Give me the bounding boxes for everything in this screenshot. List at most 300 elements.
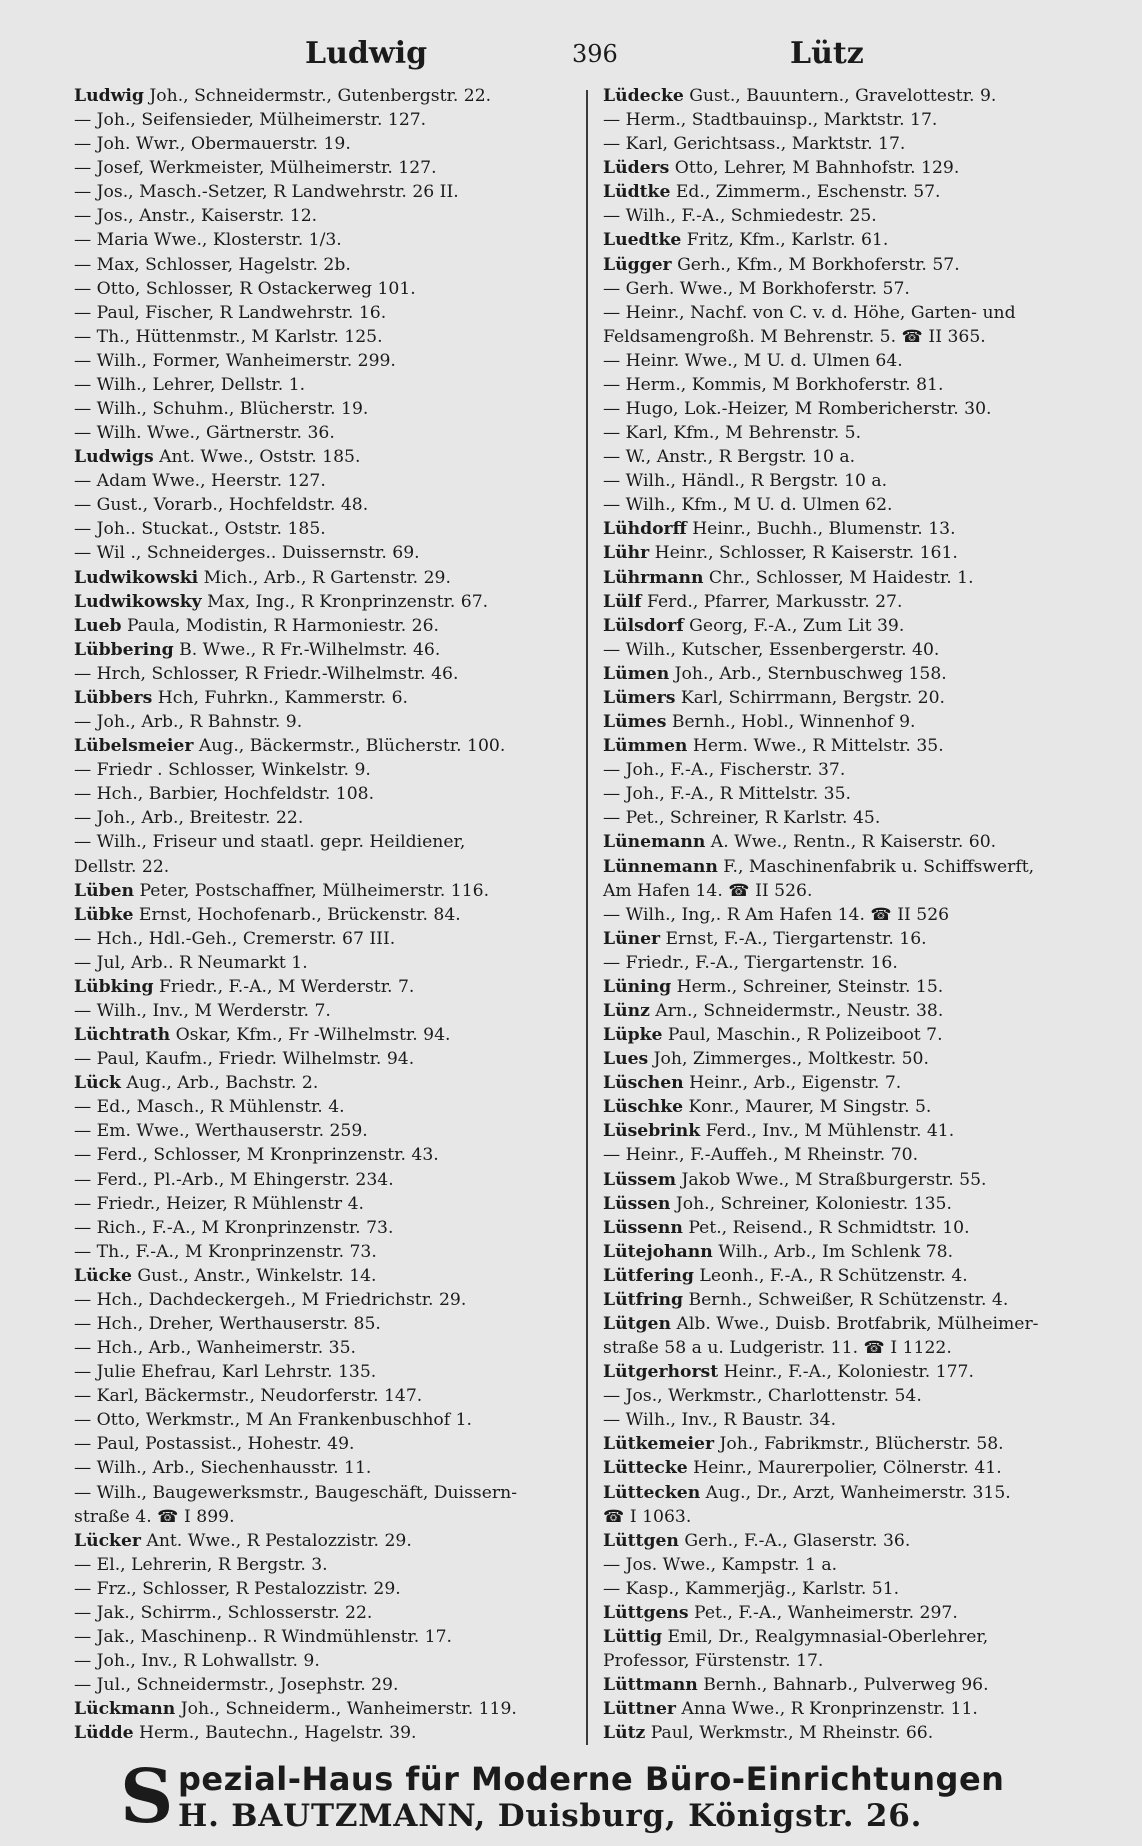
entry-surname: Lüning — [603, 976, 672, 997]
entry-details: — Friedr., Heizer, R Mühlenstr 4. — [74, 1193, 365, 1214]
entry-details: Chr., Schlosser, M Haidestr. 1. — [703, 567, 974, 588]
entry-details: — Paul, Postassist., Hohestr. 49. — [74, 1434, 355, 1455]
entry-surname: Lüchtrath — [74, 1025, 171, 1046]
directory-entry — [603, 903, 1128, 927]
directory-entry — [74, 1625, 579, 1649]
directory-entry — [603, 590, 1128, 614]
entry-details: Heinr., Buchh., Blumenstr. 13. — [686, 519, 956, 540]
entry-details: Paula, Modistin, R Harmoniestr. 26. — [121, 615, 440, 636]
directory-entry — [74, 830, 579, 854]
entry-details: Gust., Bauuntern., Gravelottestr. 9. — [683, 86, 997, 106]
directory-entry — [603, 84, 1128, 108]
entry-details: — Wilh., Kfm., M U. d. Ulmen 62. — [603, 495, 893, 516]
entry-details: Ferd., Inv., M Mühlenstr. 41. — [700, 1121, 955, 1142]
entry-continuation: ☎ I 1063. — [603, 1506, 692, 1527]
directory-entry — [603, 855, 1128, 879]
entry-details: Ernst, F.-A., Tiergartenstr. 16. — [660, 928, 927, 949]
entry-details: Joh., Schneiderm., Wanheimerstr. 119. — [175, 1699, 517, 1720]
directory-entry — [603, 1456, 1128, 1480]
entry-surname: Lüttgens — [603, 1602, 689, 1623]
directory-entry — [74, 84, 579, 108]
page-header — [0, 36, 1142, 76]
directory-entry — [74, 590, 579, 614]
directory-entry — [603, 1408, 1128, 1432]
entry-details: Ernst, Hochofenarb., Brückenstr. 84. — [133, 904, 461, 925]
entry-details: — Karl, Bäckermstr., Neudorferstr. 147. — [74, 1386, 423, 1407]
entry-details: Aug., Bäckermstr., Blücherstr. 100. — [193, 736, 506, 757]
entry-details: — Pet., Schreiner, R Karlstr. 45. — [603, 808, 881, 829]
directory-entry — [603, 1673, 1128, 1697]
directory-entry — [74, 1408, 579, 1432]
directory-entry — [603, 1529, 1128, 1553]
directory-entry — [603, 421, 1128, 445]
entry-details: — W., Anstr., R Bergstr. 10 a. — [603, 447, 856, 468]
entry-details: Gerh., F.-A., Glaserstr. 36. — [678, 1530, 911, 1551]
directory-entry — [603, 1023, 1128, 1047]
entry-details: — Heinr. Wwe., M U. d. Ulmen 64. — [603, 350, 903, 371]
directory-entry — [74, 927, 579, 951]
directory-entry — [603, 301, 1128, 325]
directory-entry — [74, 469, 579, 493]
entry-details: Jakob Wwe., M Straßburgerstr. 55. — [676, 1169, 987, 1190]
entry-details: Pet., F.-A., Wanheimerstr. 297. — [688, 1602, 958, 1623]
directory-entry — [74, 421, 579, 445]
entry-details: — Th., F.-A., M Kronprinzenstr. 73. — [74, 1241, 377, 1262]
entry-details: Herm., Bautechn., Hagelstr. 39. — [133, 1723, 417, 1744]
entry-surname: Lüttner — [603, 1699, 676, 1720]
entry-details: — El., Lehrerin, R Bergstr. 3. — [74, 1554, 328, 1575]
entry-details: — Joh.. Stuckat., Oststr. 185. — [74, 519, 326, 540]
directory-entry — [74, 1553, 579, 1577]
directory-entry — [74, 1095, 579, 1119]
directory-entry — [74, 373, 579, 397]
entry-surname: Lüdde — [74, 1723, 134, 1744]
directory-entry — [603, 951, 1128, 975]
directory-entry — [603, 566, 1128, 590]
directory-entry — [603, 1143, 1128, 1167]
entry-surname: Lülf — [603, 591, 642, 612]
directory-entry — [603, 156, 1128, 180]
directory-entry — [74, 1601, 579, 1625]
entry-details: — Joh., Arb., R Bahnstr. 9. — [74, 712, 303, 733]
directory-entry — [74, 156, 579, 180]
entry-surname: Lünnemann — [603, 856, 718, 877]
directory-entry — [74, 132, 579, 156]
entry-details: Ant. Wwe., Oststr. 185. — [153, 447, 361, 468]
entry-details: — Wil ., Schneiderges.. Duissernstr. 69. — [74, 543, 420, 564]
entry-surname: Lüschke — [603, 1097, 684, 1118]
directory-entry — [603, 1119, 1128, 1143]
left-column — [74, 84, 579, 1745]
entry-details: Joh., Arb., Sternbuschweg 158. — [669, 663, 947, 684]
directory-entry — [603, 830, 1128, 854]
advertisement-footer — [120, 1752, 1080, 1842]
ad-line-2: H. BAUTZMANN, Duisburg, Königstr. 26. — [178, 1798, 923, 1834]
entry-details: — Jul., Schneidermstr., Josephstr. 29. — [74, 1675, 399, 1696]
entry-surname: Lueb — [74, 615, 122, 636]
entry-details: — Joh., Inv., R Lohwallstr. 9. — [74, 1651, 320, 1672]
directory-entry — [603, 975, 1128, 999]
directory-entry — [603, 180, 1128, 204]
entry-continuation: straße 58 a u. Ludgeristr. 11. ☎ I 1122. — [603, 1338, 952, 1359]
entry-surname: Lübbers — [74, 687, 153, 708]
entry-surname: Lügger — [603, 254, 672, 275]
entry-details: — Ferd., Schlosser, M Kronprinzenstr. 43. — [74, 1145, 439, 1166]
directory-entry — [74, 1119, 579, 1143]
directory-entry — [74, 1288, 579, 1312]
entry-details: — Otto, Schlosser, R Ostackerweg 101. — [74, 278, 416, 299]
directory-entry — [74, 228, 579, 252]
right-column — [603, 84, 1128, 1745]
entry-details: — Hrch, Schlosser, R Friedr.-Wilhelmstr. 46. — [74, 663, 459, 684]
directory-entry — [603, 349, 1128, 373]
entry-surname: Lüttecke — [603, 1458, 688, 1479]
directory-entry — [74, 180, 579, 204]
entry-surname: Lührmann — [603, 567, 704, 588]
entry-details: — Joh. Wwr., Obermauerstr. 19. — [74, 134, 351, 155]
directory-entry — [74, 517, 579, 541]
entry-surname: Lückmann — [74, 1699, 176, 1720]
directory-entry — [603, 132, 1128, 156]
entry-details: Herm., Schreiner, Steinstr. 15. — [671, 976, 944, 997]
entry-details: — Adam Wwe., Heerstr. 127. — [74, 471, 326, 492]
directory-entry — [74, 686, 579, 710]
entry-details: — Frz., Schlosser, R Pestalozzistr. 29. — [74, 1578, 401, 1599]
entry-details: — Max, Schlosser, Hagelstr. 2b. — [74, 254, 351, 275]
entry-details: Heinr., F.-A., Koloniestr. 177. — [718, 1362, 974, 1383]
entry-details: Pet., Reisend., R Schmidtstr. 10. — [682, 1217, 970, 1238]
entry-details: Aug., Arb., Bachstr. 2. — [120, 1073, 319, 1094]
directory-entry — [74, 1673, 579, 1697]
directory-entry — [74, 1697, 579, 1721]
entry-surname: Lüssen — [603, 1193, 671, 1214]
entry-surname: Lüsebrink — [603, 1121, 701, 1142]
directory-entry — [603, 1721, 1128, 1745]
directory-entry — [603, 1071, 1128, 1095]
directory-entry — [74, 1168, 579, 1192]
entry-details: Joh., Schneidermstr., Gutenbergstr. 22. — [143, 86, 492, 106]
entry-details: Gerh., Kfm., M Borkhoferstr. 57. — [671, 254, 960, 275]
entry-details: — Wilh., Lehrer, Dellstr. 1. — [74, 374, 306, 395]
page-number: 396 — [572, 40, 618, 68]
directory-entry — [603, 1312, 1128, 1336]
directory-entry — [74, 277, 579, 301]
entry-details: — Jak., Maschinenp.. R Windmühlenstr. 17. — [74, 1627, 452, 1647]
entry-details: — Kasp., Kammerjäg., Karlstr. 51. — [603, 1578, 900, 1599]
directory-entry — [74, 782, 579, 806]
entry-details: Konr., Maurer, M Singstr. 5. — [683, 1097, 932, 1118]
entry-details: — Wilh., Inv., R Baustr. 34. — [603, 1410, 837, 1431]
entry-details: — Karl, Gerichtsass., Marktstr. 17. — [603, 134, 906, 155]
directory-entry — [74, 638, 579, 662]
entry-details: — Jos., Masch.-Setzer, R Landwehrstr. 26 II. — [74, 182, 459, 203]
entry-details: — Wilh., Former, Wanheimerstr. 299. — [74, 350, 396, 371]
entry-details: — Ed., Masch., R Mühlenstr. 4. — [74, 1097, 345, 1118]
entry-details: Emil, Dr., Realgymnasial-Oberlehrer, — [662, 1627, 989, 1647]
directory-entry — [74, 1071, 579, 1095]
entry-details: — Herm., Stadtbauinsp., Marktstr. 17. — [603, 110, 938, 131]
entry-details: Joh., Fabrikmstr., Blücherstr. 58. — [714, 1434, 1004, 1455]
entry-surname: Lümen — [603, 663, 670, 684]
directory-entry — [74, 541, 579, 565]
entry-surname: Lüttmann — [603, 1675, 698, 1696]
entry-surname: Lütgen — [603, 1313, 671, 1334]
entry-details: — Hch., Dreher, Werthauserstr. 85. — [74, 1313, 381, 1334]
directory-entry — [603, 228, 1128, 252]
entry-details: — Jak., Schirrm., Schlosserstr. 22. — [74, 1602, 373, 1623]
directory-entry — [74, 710, 579, 734]
right-running-head: Lütz — [790, 36, 864, 71]
directory-entry — [603, 397, 1128, 421]
entry-details: — Hch., Barbier, Hochfeldstr. 108. — [74, 784, 375, 805]
entry-continuation: straße 4. ☎ I 899. — [74, 1506, 235, 1527]
entry-surname: Lück — [74, 1073, 121, 1094]
directory-entry — [603, 1216, 1128, 1240]
directory-entry — [74, 1336, 579, 1360]
entry-details: Joh., Schreiner, Koloniestr. 135. — [670, 1193, 952, 1214]
directory-entry — [603, 1095, 1128, 1119]
entry-surname: Lübbering — [74, 639, 174, 660]
entry-details: — Ferd., Pl.-Arb., M Ehingerstr. 234. — [74, 1169, 394, 1190]
entry-surname: Lütkemeier — [603, 1434, 715, 1455]
directory-entry — [603, 493, 1128, 517]
entry-details: B. Wwe., R Fr.-Wilhelmstr. 46. — [173, 639, 441, 660]
entry-details: — Wilh., Ing,. R Am Hafen 14. ☎ II 526 — [603, 904, 950, 925]
directory-entry — [603, 686, 1128, 710]
directory-entry — [603, 1168, 1128, 1192]
entry-details: Paul, Werkmstr., M Rheinstr. 66. — [645, 1723, 934, 1744]
directory-entry — [74, 879, 579, 903]
entry-details: — Herm., Kommis, M Borkhoferstr. 81. — [603, 374, 944, 395]
entry-details: — Hugo, Lok.-Heizer, M Rombericherstr. 30. — [603, 399, 992, 420]
entry-details: — Hch., Hdl.-Geh., Cremerstr. 67 III. — [74, 928, 396, 949]
directory-entry — [74, 397, 579, 421]
entry-details: — Wilh., Inv., M Werderstr. 7. — [74, 1000, 331, 1021]
directory-entry — [74, 108, 579, 132]
directory-entry — [74, 662, 579, 686]
entry-details: — Th., Hüttenmstr., M Karlstr. 125. — [74, 326, 383, 347]
entry-details: — Paul, Fischer, R Landwehrstr. 16. — [74, 302, 387, 323]
entry-details: — Friedr . Schlosser, Winkelstr. 9. — [74, 760, 371, 781]
directory-entry — [603, 710, 1128, 734]
entry-details: — Wilh., Händl., R Bergstr. 10 a. — [603, 471, 888, 492]
entry-surname: Lüttecken — [603, 1482, 701, 1503]
entry-details: — Jos. Wwe., Kampstr. 1 a. — [603, 1554, 838, 1575]
entry-surname: Lüssem — [603, 1169, 677, 1190]
entry-details: — Jos., Anstr., Kaiserstr. 12. — [74, 206, 318, 227]
entry-surname: Luedtke — [603, 230, 682, 251]
entry-details: F., Maschinenfabrik u. Schiffswerft, — [717, 856, 1035, 877]
entry-details: — Gust., Vorarb., Hochfeldstr. 48. — [74, 495, 369, 516]
entry-details: Ferd., Pfarrer, Markusstr. 27. — [641, 591, 903, 612]
directory-entry — [603, 204, 1128, 228]
directory-entry — [603, 541, 1128, 565]
entry-details: Bernh., Bahnarb., Pulverweg 96. — [697, 1675, 989, 1696]
column-divider — [586, 90, 588, 1745]
directory-entry — [603, 927, 1128, 951]
entry-details: — Joh., F.-A., Fischerstr. 37. — [603, 760, 846, 781]
directory-entry — [74, 1240, 579, 1264]
directory-entry — [74, 1264, 579, 1288]
directory-entry — [74, 566, 579, 590]
directory-entry — [603, 1192, 1128, 1216]
entry-surname: Lümes — [603, 712, 667, 733]
directory-entry — [74, 1432, 579, 1456]
directory-entry — [74, 301, 579, 325]
directory-entry — [603, 1577, 1128, 1601]
directory-entry — [74, 325, 579, 349]
entry-details: — Julie Ehefrau, Karl Lehrstr. 135. — [74, 1362, 377, 1383]
entry-surname: Lüssenn — [603, 1217, 683, 1238]
entry-details: — Wilh., Arb., Siechenhausstr. 11. — [74, 1458, 372, 1479]
directory-entry — [74, 758, 579, 782]
entry-details: — Friedr., F.-A., Tiergartenstr. 16. — [603, 952, 898, 973]
directory-entry — [603, 1697, 1128, 1721]
directory-entry — [603, 253, 1128, 277]
directory-entry — [74, 445, 579, 469]
directory-entry — [603, 758, 1128, 782]
entry-details: — Rich., F.-A., M Kronprinzenstr. 73. — [74, 1217, 394, 1238]
entry-surname: Lüben — [74, 880, 135, 901]
directory-entry — [74, 806, 579, 830]
entry-details: — Wilh., Baugewerksmstr., Baugeschäft, Duissern- — [74, 1482, 517, 1503]
entry-details: Arn., Schneidermstr., Neustr. 38. — [649, 1000, 944, 1021]
entry-surname: Lüner — [603, 928, 661, 949]
entry-details: Max, Ing., R Kronprinzenstr. 67. — [201, 591, 489, 612]
entry-details: Aug., Dr., Arzt, Wanheimerstr. 315. — [700, 1482, 1011, 1503]
entry-details: Wilh., Arb., Im Schlenk 78. — [712, 1241, 954, 1262]
entry-surname: Lücker — [74, 1530, 141, 1551]
entry-details: Oskar, Kfm., Fr -Wilhelmstr. 94. — [170, 1025, 451, 1046]
directory-entry — [603, 108, 1128, 132]
entry-details: — Hch., Arb., Wanheimerstr. 35. — [74, 1338, 356, 1359]
entry-details: Georg, F.-A., Zum Lit 39. — [683, 615, 905, 636]
entry-details: — Em. Wwe., Werthauserstr. 259. — [74, 1121, 368, 1142]
entry-surname: Lübking — [74, 976, 154, 997]
directory-entry — [74, 1216, 579, 1240]
entry-details: Alb. Wwe., Duisb. Brotfabrik, Mülheimer- — [670, 1313, 1039, 1334]
entry-details: — Hch., Dachdeckergeh., M Friedrichstr. 29. — [74, 1289, 467, 1310]
entry-details: Ant. Wwe., R Pestalozzistr. 29. — [140, 1530, 412, 1551]
directory-entry — [74, 999, 579, 1023]
entry-surname: Lühdorff — [603, 519, 687, 540]
directory-entry — [74, 1456, 579, 1480]
entry-details: Anna Wwe., R Kronprinzenstr. 11. — [675, 1699, 978, 1720]
entry-surname: Lüttgen — [603, 1530, 679, 1551]
directory-entry — [74, 204, 579, 228]
entry-surname: Ludwikowski — [74, 567, 199, 588]
directory-entry — [603, 614, 1128, 638]
entry-details: — Paul, Kaufm., Friedr. Wilhelmstr. 94. — [74, 1049, 415, 1070]
entry-details: — Jos., Werkmstr., Charlottenstr. 54. — [603, 1386, 922, 1407]
directory-entry — [603, 782, 1128, 806]
directory-entry — [603, 1240, 1128, 1264]
directory-entry — [603, 1481, 1128, 1505]
directory-entry — [74, 951, 579, 975]
entry-continuation: Feldsamengroßh. M Behrenstr. 5. ☎ II 365. — [603, 326, 986, 347]
entry-details: — Otto, Werkmstr., M An Frankenbuschhof 1. — [74, 1410, 472, 1431]
entry-details: Otto, Lehrer, M Bahnhofstr. 129. — [669, 158, 960, 179]
directory-entry — [603, 1288, 1128, 1312]
entry-details: Heinr., Schlosser, R Kaiserstr. 161. — [649, 543, 958, 564]
entry-details: — Karl, Kfm., M Behrenstr. 5. — [603, 423, 862, 444]
entry-surname: Lünz — [603, 1000, 650, 1021]
entry-surname: Lütfring — [603, 1289, 684, 1310]
entry-details: Leonh., F.-A., R Schützenstr. 4. — [693, 1265, 968, 1286]
directory-entry — [603, 373, 1128, 397]
left-running-head: Ludwig — [305, 36, 428, 71]
directory-entry — [74, 1192, 579, 1216]
entry-surname: Lüders — [603, 158, 670, 179]
directory-entry — [74, 1312, 579, 1336]
entry-surname: Lues — [603, 1049, 649, 1070]
entry-continuation: Professor, Fürstenstr. 17. — [603, 1651, 824, 1672]
entry-details: Friedr., F.-A., M Werderstr. 7. — [153, 976, 415, 997]
directory-entry — [74, 903, 579, 927]
entry-continuation: Dellstr. 22. — [74, 856, 170, 877]
entry-details: — Heinr., Nachf. von C. v. d. Höhe, Garten- und — [603, 302, 1016, 323]
directory-entry — [603, 638, 1128, 662]
entry-continuation: Am Hafen 14. ☎ II 526. — [603, 880, 813, 901]
entry-surname: Lübelsmeier — [74, 736, 194, 757]
entry-surname: Lühr — [603, 543, 650, 564]
entry-surname: Lütz — [603, 1723, 646, 1744]
entry-details: Hch, Fuhrkn., Kammerstr. 6. — [152, 687, 408, 708]
entry-surname: Lünemann — [603, 832, 706, 853]
directory-entry — [603, 806, 1128, 830]
ad-initial-letter: S — [120, 1754, 174, 1840]
directory-entry — [603, 1384, 1128, 1408]
entry-surname: Lücke — [74, 1265, 132, 1286]
directory-entry — [74, 1360, 579, 1384]
entry-details: — Josef, Werkmeister, Mülheimerstr. 127. — [74, 158, 437, 179]
directory-entry — [74, 1384, 579, 1408]
entry-surname: Lümers — [603, 687, 676, 708]
entry-surname: Ludwikowsky — [74, 591, 202, 612]
entry-details: Ed., Zimmerm., Eschenstr. 57. — [670, 182, 941, 203]
entry-details: — Joh., Seifensieder, Mülheimerstr. 127. — [74, 110, 427, 131]
entry-details: A. Wwe., Rentn., R Kaiserstr. 60. — [705, 832, 997, 853]
directory-entry — [603, 734, 1128, 758]
directory-entry — [603, 1432, 1128, 1456]
directory-entry — [603, 445, 1128, 469]
entry-surname: Lütgerhorst — [603, 1362, 719, 1383]
entry-details: — Wilh., Schuhm., Blücherstr. 19. — [74, 399, 369, 420]
entry-details: — Maria Wwe., Klosterstr. 1/3. — [74, 230, 342, 251]
entry-surname: Ludwig — [74, 86, 144, 106]
entry-surname: Lümmen — [603, 736, 688, 757]
entry-surname: Lülsdorf — [603, 615, 684, 636]
entry-surname: Lüpke — [603, 1025, 663, 1046]
directory-entry — [603, 1553, 1128, 1577]
entry-details: — Wilh., F.-A., Schmiedestr. 25. — [603, 206, 877, 227]
directory-entry — [74, 1481, 579, 1505]
directory-entry — [603, 662, 1128, 686]
directory-entry — [74, 1023, 579, 1047]
directory-entry — [603, 1601, 1128, 1625]
entry-details: — Jul, Arb.. R Neumarkt 1. — [74, 952, 308, 973]
entry-surname: Lüschen — [603, 1073, 684, 1094]
entry-surname: Lütejohann — [603, 1241, 713, 1262]
entry-details: Bernh., Hobl., Winnenhof 9. — [666, 712, 916, 733]
entry-details: — Joh., Arb., Breitestr. 22. — [74, 808, 304, 829]
entry-details: — Wilh., Kutscher, Essenbergerstr. 40. — [603, 639, 940, 660]
entry-details: — Joh., F.-A., R Mittelstr. 35. — [603, 784, 851, 805]
entry-details: Joh, Zimmerges., Moltkestr. 50. — [648, 1049, 929, 1070]
entry-details: Peter, Postschaffner, Mülheimerstr. 116. — [134, 880, 490, 901]
directory-entry — [74, 349, 579, 373]
directory-entry — [603, 469, 1128, 493]
